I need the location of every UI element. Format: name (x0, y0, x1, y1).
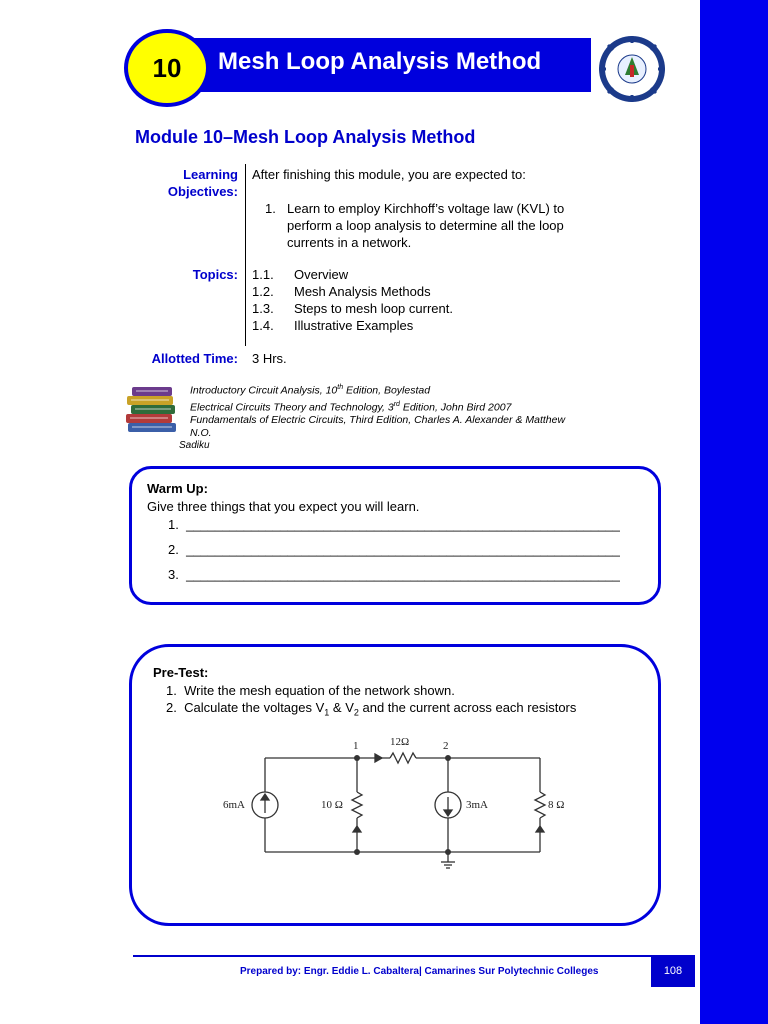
footer-credit: Prepared by: Engr. Eddie L. Cabaltera| Camarines Sur Polytechnic Colleges (240, 966, 599, 977)
reference-3: Fundamentals of Electric Circuits, Third Edition, Charles A. Alexander & Matthew (190, 414, 566, 426)
page-title: Mesh Loop Analysis Method (218, 48, 542, 75)
module-heading: Module 10–Mesh Loop Analysis Method (135, 127, 476, 147)
topic-text: Mesh Analysis Methods (294, 284, 431, 299)
topic-number: 1.3. (252, 301, 274, 316)
reference-3-author: Sadiku (179, 440, 210, 451)
answer-blank-1[interactable]: ____________________________________________________________ (186, 517, 620, 532)
objective-number: 1. (265, 201, 276, 216)
pre-test-title: Pre-Test: (153, 665, 209, 680)
topic-item (252, 317, 453, 334)
topics-list (252, 266, 453, 334)
warm-up-title: Warm Up: (147, 481, 208, 496)
topic-text: Illustrative Examples (294, 318, 414, 333)
reference-2-sup: rd (393, 400, 400, 408)
topic-text: Steps to mesh loop current. (294, 301, 453, 316)
question-text: and the current across each resistors (358, 700, 577, 715)
learning-objectives-label (168, 166, 238, 200)
source-3ma-label: 3mA (466, 799, 488, 811)
module-number-badge: 10 (124, 29, 210, 107)
reference-3-cont: N.O. (190, 427, 212, 439)
reference-2-tail: Edition, John Bird 2007 (399, 401, 512, 413)
references-list (190, 381, 565, 440)
warm-up-box (129, 466, 661, 605)
topic-item (252, 266, 453, 283)
books-icon (124, 383, 180, 435)
resistor-10-label: 10 Ω (321, 799, 343, 811)
circuit-diagram (215, 730, 565, 870)
reference-2 (190, 398, 565, 415)
question-text: & V (329, 700, 354, 715)
warm-up-item-3 (168, 566, 620, 583)
node-2-label: 2 (443, 740, 449, 752)
warm-up-number: 1. (168, 517, 179, 532)
pre-test-question-2 (166, 699, 576, 722)
answer-blank-2[interactable]: ____________________________________________________________ (186, 542, 620, 557)
objectives-intro: After finishing this module, you are expected to: (252, 167, 526, 182)
reference-1-tail: Edition, Boylestad (343, 384, 431, 397)
topic-item (252, 283, 453, 300)
warm-up-item-2 (168, 541, 620, 558)
topic-number: 1.2. (252, 284, 274, 299)
learning-label-line1: Learning (183, 167, 238, 182)
reference-1 (190, 381, 565, 398)
topics-label: Topics: (192, 267, 238, 282)
allotted-time-value: 3 Hrs. (252, 351, 287, 366)
objective-line1: Learn to employ Kirchhoff’s voltage law (KVL) to (287, 201, 565, 216)
question-text: Calculate the voltages V (184, 700, 325, 715)
pre-test-question-1 (166, 682, 455, 699)
subscript: 2 (353, 707, 359, 718)
footer-rule (133, 955, 652, 957)
page-number: 108 (651, 955, 695, 987)
question-number: 1. (166, 683, 177, 698)
reference-1-text: Introductory Circuit Analysis, 10 (190, 384, 338, 397)
objective-line3: currents in a network. (287, 235, 412, 250)
topic-text: Overview (294, 267, 349, 282)
question-number: 2. (166, 700, 177, 715)
warm-up-number: 3. (168, 567, 179, 582)
question-text: Write the mesh equation of the network shown. (184, 683, 455, 698)
topic-number: 1.4. (252, 318, 274, 333)
college-seal-logo (597, 35, 667, 103)
topic-item (252, 300, 453, 317)
warm-up-number: 2. (168, 542, 179, 557)
source-6ma-label: 6mA (223, 799, 245, 811)
allotted-time-label: Allotted Time: (151, 351, 238, 366)
node-1-label: 1 (353, 740, 359, 752)
warm-up-instruction: Give three things that you expect you will learn. (147, 499, 420, 514)
resistor-12-label: 12Ω (390, 736, 410, 748)
reference-1-sup: th (337, 384, 344, 391)
objective-line2: perform a loop analysis to determine all the loop (287, 218, 564, 233)
warm-up-item-1 (168, 516, 620, 533)
side-accent-strip (700, 0, 768, 1024)
answer-blank-3[interactable]: ____________________________________________________________ (186, 567, 620, 582)
topic-number: 1.1. (252, 267, 274, 282)
subscript: 1 (324, 707, 330, 718)
resistor-8-label: 8 Ω (548, 799, 565, 811)
reference-2-text: Electrical Circuits Theory and Technology, 3 (190, 401, 394, 413)
section-divider-line (245, 164, 246, 346)
learning-label-line2: Objectives: (167, 184, 238, 199)
